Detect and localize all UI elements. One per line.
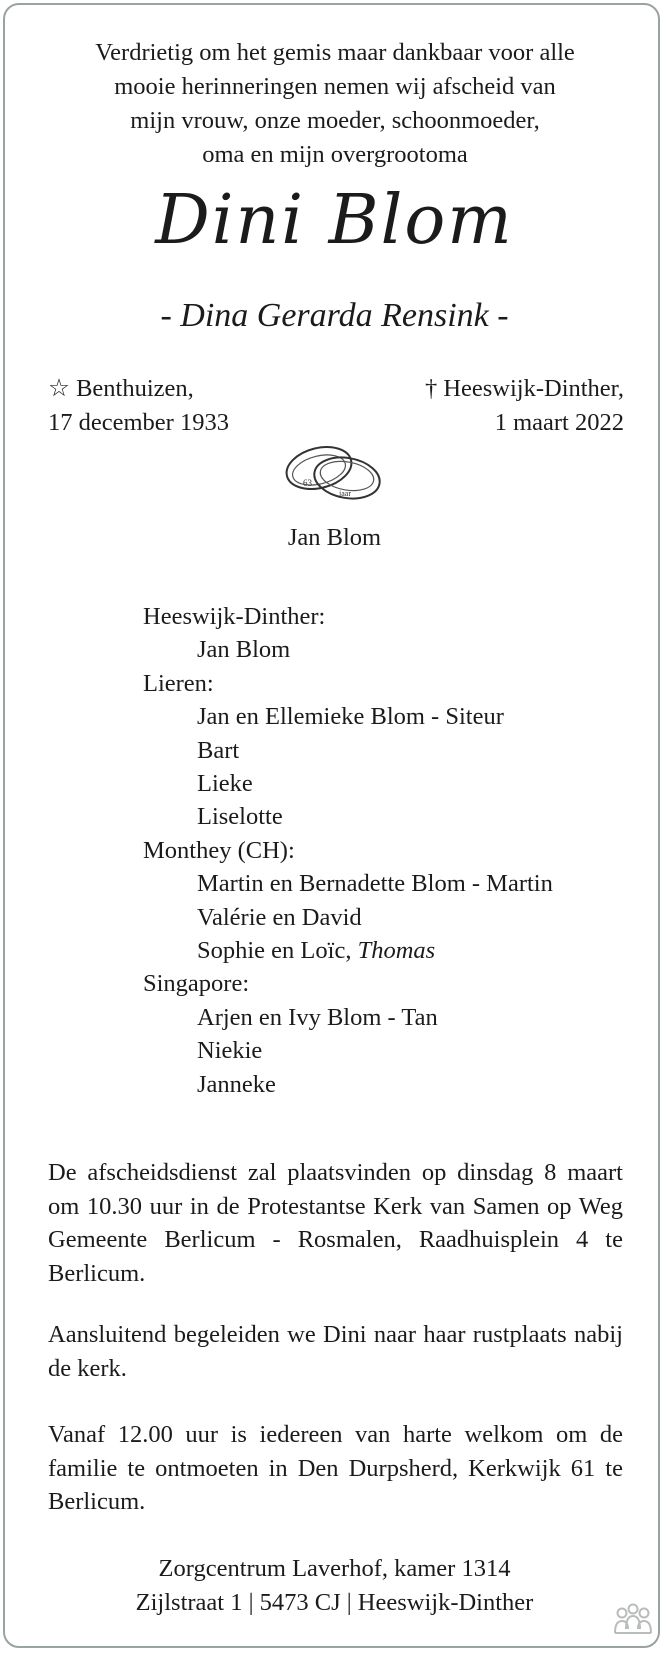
intro-line: Verdrietig om het gemis maar dankbaar voor alle [95,39,575,66]
burial-paragraph: Aansluitend begeleiden we Dini naar haar rustplaats nabij de kerk. [48,1321,623,1382]
family-member: Jan Blom [197,636,291,664]
family-member: Bart [197,736,240,764]
death-date: 1 maart 2022 [494,409,624,436]
family-place: Lieren: [143,669,214,697]
intro-text [40,36,630,172]
family-member: Martin en Bernadette Blom - Martin [197,870,553,898]
family-place: Singapore: [143,970,250,998]
death-place: † Heeswijk-Dinther, [424,375,624,402]
spouse-name: Jan Blom [287,524,382,551]
family-member: Janneke [197,1070,276,1098]
birth-date: 17 december 1933 [48,409,229,436]
family-place: Monthey (CH): [143,836,295,864]
rings-years: 63 [303,478,312,488]
death-info [425,372,624,440]
wedding-rings-icon [281,440,389,511]
address-line: Zorgcentrum Laverhof, kamer 1314 [158,1555,511,1582]
family-member: Jan en Ellemieke Blom - Siteur [197,703,504,731]
reception-paragraph: Vanaf 12.00 uur is iedereen van harte welkom om de familie te ontmoeten in Den Durpsherd, Kerkwijk 61 te Berlicum. [48,1421,623,1515]
maiden-name: - Dina Gerarda Rensink - [160,297,509,334]
family-member: Lieke [197,770,253,798]
family-list [143,600,553,1101]
family-member: Liselotte [197,803,283,831]
family-member-sophie [143,934,553,967]
family-place: Heeswijk-Dinther: [143,603,326,630]
address-line: Zijlstraat 1 | 5473 CJ | Heeswijk-Dinther [135,1589,534,1616]
intro-line: mooie herinneringen nemen wij afscheid van [114,73,556,100]
family-member: Arjen en Ivy Blom - Tan [197,1003,438,1031]
family-member-names: Sophie en Loïc, [197,937,358,965]
service-paragraph: De afscheidsdienst zal plaatsvinden op dinsdag 8 maart om 10.30 uur in de Protestantse Kerk van Samen op Weg Gemeente Berlicum - Rosmalen, Raadhuisplein 4 te Berlicum. [48,1159,623,1287]
intro-line: oma en mijn overgrootoma [202,141,468,168]
address-block [0,1552,669,1620]
deceased-name: Dini Blom [155,181,514,260]
birth-place: ☆ Benthuizen, [48,375,194,402]
family-member: Niekie [197,1037,263,1065]
intro-line: mijn vrouw, onze moeder, schoonmoeder, [130,107,540,134]
rings-unit: jaar [339,489,351,498]
family-member: Valérie en David [197,903,362,931]
great-grandchild-name: Thomas [357,937,436,965]
people-group-logo-icon [613,1603,653,1642]
birth-info [48,372,229,440]
